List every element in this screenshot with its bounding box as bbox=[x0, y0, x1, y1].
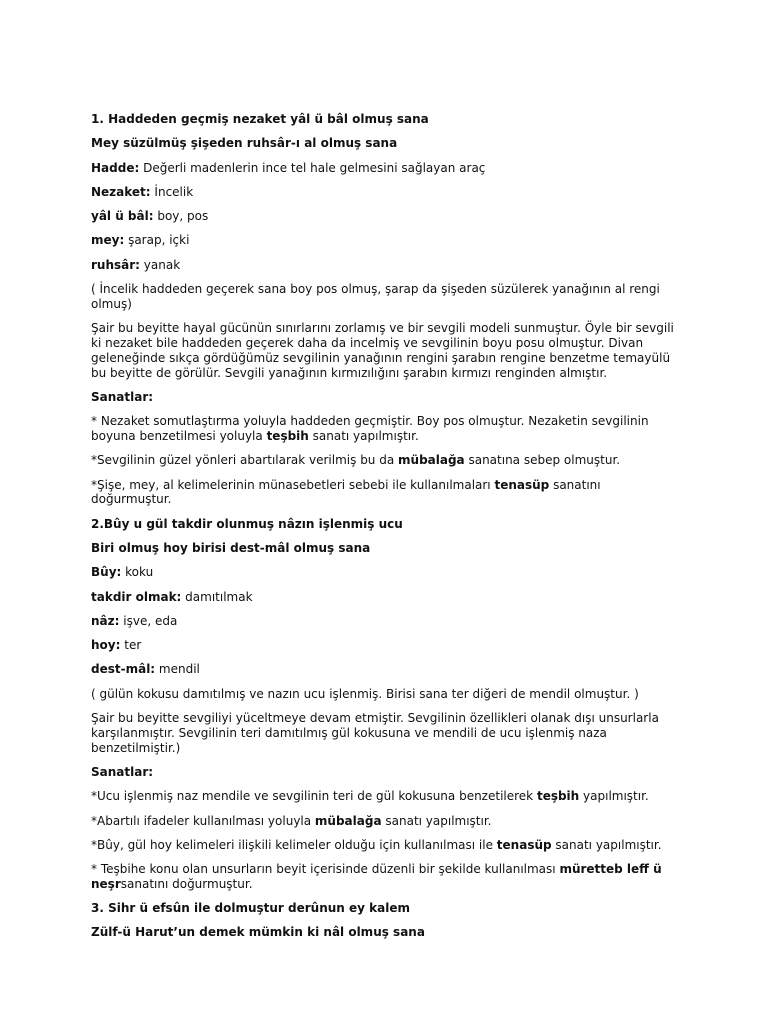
text-run: *Ucu işlenmiş naz mendile ve sevgilinin teri de gül kokusuna benzetilerek bbox=[91, 789, 537, 804]
heading-line bbox=[91, 541, 681, 556]
text-run: sanatı yapılmıştır. bbox=[381, 813, 492, 828]
heading-line bbox=[91, 517, 681, 532]
text-run: sanatını doğurmuştur. bbox=[120, 876, 253, 891]
bold-term: dest-mâl: bbox=[91, 662, 156, 677]
bold-term: Hadde: bbox=[91, 160, 140, 175]
bold-term: nâz: bbox=[91, 613, 120, 628]
text-run: Sanatlar: bbox=[91, 389, 154, 404]
text-run: boy, pos bbox=[153, 209, 209, 224]
text-run: sanatına sebep olmuştur. bbox=[464, 453, 621, 468]
text-run: * Nezaket somutlaştırma yoluyla haddeden geçmiştir. Boy pos olmuştur. Nezaketin sevgilinin boyuna benzetilmesi yoluyla bbox=[91, 414, 649, 443]
text-run: sanatı yapılmıştır. bbox=[308, 428, 419, 443]
text-run: *Bûy, gül hoy kelimeleri ilişkili kelimeler olduğu için kullanılması ile bbox=[91, 837, 497, 852]
text-paragraph bbox=[91, 565, 681, 580]
text-paragraph bbox=[91, 838, 681, 853]
text-run: *Şişe, mey, al kelimelerinin münasebetleri sebebi ile kullanılmaları bbox=[91, 477, 495, 492]
text-paragraph bbox=[91, 711, 681, 755]
heading-line bbox=[91, 925, 681, 940]
bold-term: yâl ü bâl: bbox=[91, 209, 154, 224]
text-run: ( İncelik haddeden geçerek sana boy pos olmuş, şarap da şişeden süzülerek yanağının al rengi olmuş) bbox=[91, 282, 660, 311]
bold-term: ruhsâr: bbox=[91, 257, 140, 272]
bold-term: mübalağa bbox=[314, 813, 382, 828]
bold-term: müretteb leff ü neşr bbox=[91, 862, 662, 891]
text-paragraph bbox=[91, 258, 681, 273]
bold-term: mey: bbox=[91, 233, 125, 248]
heading-line bbox=[91, 390, 681, 405]
text-run: Biri olmuş hoy birisi dest-mâl olmuş sana bbox=[91, 540, 371, 555]
text-paragraph bbox=[91, 662, 681, 677]
text-run: ter bbox=[120, 638, 142, 653]
heading-line bbox=[91, 136, 681, 151]
text-run: şarap, içki bbox=[124, 233, 190, 248]
text-run: işve, eda bbox=[119, 613, 178, 628]
text-paragraph bbox=[91, 638, 681, 653]
text-paragraph bbox=[91, 814, 681, 829]
text-paragraph bbox=[91, 414, 681, 444]
text-paragraph bbox=[91, 185, 681, 200]
text-run: Zülf-ü Harut’un demek mümkin ki nâl olmuş sana bbox=[91, 925, 425, 940]
text-paragraph bbox=[91, 233, 681, 248]
document-page bbox=[91, 112, 681, 950]
bold-term: Nezaket: bbox=[91, 184, 151, 199]
text-run: Şair bu beyitte sevgiliyi yüceltmeye devam etmiştir. Sevgilinin özellikleri olanak dışı unsurlarla karşılanmıştır. Sevgilinin teri damıtılmış gül kokusuna ve mendili de ucu işlenmiş naza benzetilmiştir.) bbox=[91, 711, 659, 755]
bold-term: teşbih bbox=[266, 428, 309, 443]
text-run: Değerli madenlerin ince tel hale gelmesini sağlayan araç bbox=[139, 160, 486, 175]
text-paragraph bbox=[91, 321, 681, 380]
text-paragraph bbox=[91, 590, 681, 605]
bold-term: teşbih bbox=[536, 789, 580, 804]
bold-term: hoy: bbox=[91, 638, 121, 653]
text-paragraph bbox=[91, 282, 681, 312]
heading-line bbox=[91, 765, 681, 780]
text-paragraph bbox=[91, 453, 681, 468]
text-run: mendil bbox=[155, 662, 200, 677]
text-run: 2.Bûy u gül takdir olunmuş nâzın işlenmiş ucu bbox=[91, 516, 403, 531]
text-run: Sanatlar: bbox=[91, 764, 154, 779]
bold-term: tenasüp bbox=[494, 477, 550, 492]
bold-term: takdir olmak: bbox=[91, 589, 182, 604]
text-run: koku bbox=[121, 565, 154, 580]
text-run: İncelik bbox=[150, 184, 194, 199]
text-paragraph bbox=[91, 862, 681, 892]
text-paragraph bbox=[91, 161, 681, 176]
text-run: Şair bu beyitte hayal gücünün sınırlarını zorlamış ve bir sevgili modeli sunmuştur. Öyle bir sevgili ki nezaket bile haddeden geçerek daha da incelmiş ve sevgilinin boyu posu olmuştur. Divan geleneğinde sıkça gördüğümüz sevgilinin yanağının rengini şarabın rengine benzetme temayülü bu beyitte de görülür. Sevgili yanağının kırmızılığını şarabın kırmızı renginden almıştır. bbox=[91, 321, 674, 380]
text-run: yapılmıştır. bbox=[579, 789, 649, 804]
text-run: sanatı yapılmıştır. bbox=[551, 837, 662, 852]
text-run: yanak bbox=[139, 257, 181, 272]
bold-term: mübalağa bbox=[398, 453, 465, 468]
text-run: Mey süzülmüş şişeden ruhsâr-ı al olmuş sana bbox=[91, 136, 398, 151]
text-paragraph bbox=[91, 789, 681, 804]
text-run: * Teşbihe konu olan unsurların beyit içerisinde düzenli bir şekilde kullanılması bbox=[91, 862, 560, 877]
text-run: sanatını doğurmuştur. bbox=[91, 477, 601, 507]
heading-line bbox=[91, 112, 681, 127]
text-run: *Sevgilinin güzel yönleri abartılarak verilmiş bu da bbox=[91, 453, 399, 468]
text-paragraph bbox=[91, 478, 681, 508]
text-paragraph bbox=[91, 614, 681, 629]
text-paragraph bbox=[91, 209, 681, 224]
text-run: 1. Haddeden geçmiş nezaket yâl ü bâl olmuş sana bbox=[91, 112, 429, 126]
bold-term: Bûy: bbox=[91, 565, 122, 580]
heading-line bbox=[91, 901, 681, 916]
text-run: 3. Sihr ü efsûn ile dolmuştur derûnun ey kalem bbox=[91, 901, 410, 916]
text-run: *Abartılı ifadeler kullanılması yoluyla bbox=[91, 813, 315, 828]
bold-term: tenasüp bbox=[496, 837, 552, 852]
text-run: damıtılmak bbox=[181, 589, 253, 604]
text-run: ( gülün kokusu damıtılmış ve nazın ucu işlenmiş. Birisi sana ter diğeri de mendil olmuştur. ) bbox=[91, 686, 639, 701]
text-paragraph bbox=[91, 687, 681, 702]
